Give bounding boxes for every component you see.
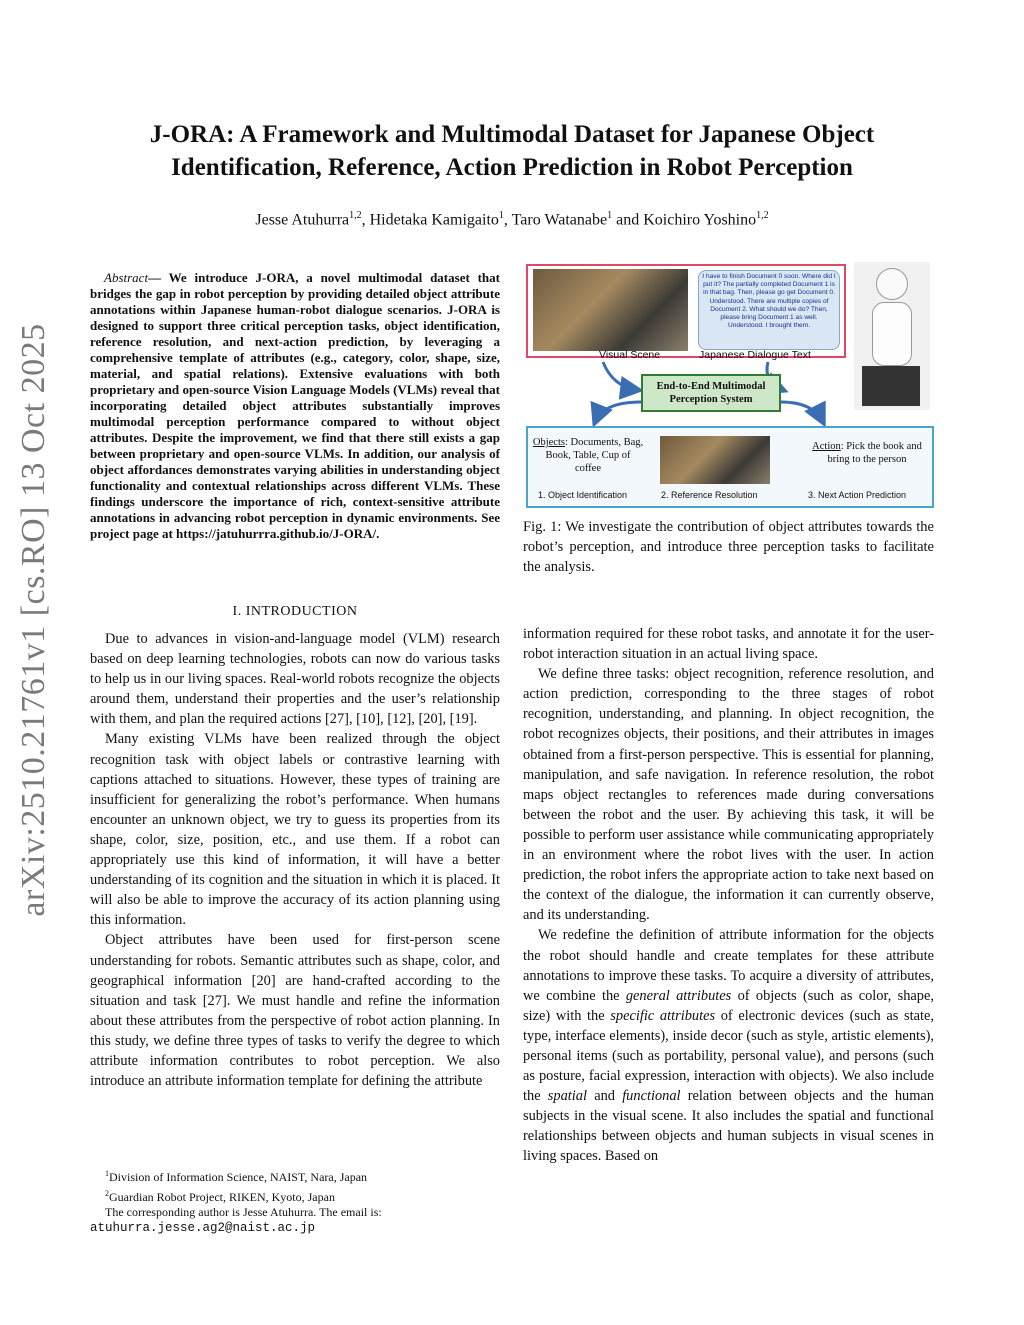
abstract xyxy=(90,270,500,542)
paragraph: Object attributes have been used for first-person scene understanding for robots. Semantic attributes such as shape, color, and geographical information [20] are hand-crafted according to the situation and task [27]. We must handle and refine the information about these attributes from the perspective of robot action planning. In this study, we define three types of tasks to verify the degree to which attribute information contributes to robot perception. We also introduce an attribute information template for defining the attribute xyxy=(90,932,500,1090)
author-separator: and xyxy=(612,211,644,229)
footnote-1: $^1$Division of Information Science, NAIST, Nara, Japan xyxy=(105,1169,368,1184)
abstract-text: — We introduce J-ORA, a novel multimodal dataset that bridges the gap in robot perception by providing detailed object attribute annotations within Japanese human-robot dialogue scenarios. J-ORA is designed to support three critical perception tasks, object identification, reference resolution, and next-action prediction, by leveraging a comprehensive template of attributes (e.g., category, color, shape, size, material, and spatial relations). Extensive evaluations with both proprietary and open-source Vision Language Models (VLMs) reveal that incorporating detailed object attributes substantially improves multimodal perception performance compared to without object attributes. Despite the improvement, we find that there still exists a gap between proprietary and open-source VLMs. In addition, our analysis of object affordances demonstrates varying abilities in understanding object functionality and contextual relationships across different VLMs. These findings underscore the importance of rich, context-sensitive attribute annotations in advancing robot perception in dynamic environments. See project page at https://jatuhurrra.github.io/J-ORA/. xyxy=(90,270,500,541)
paragraph: Due to advances in vision-and-language model (VLM) research based on deep learning technologies, robots can now do various tasks to help us in our living spaces. Real-world robots recognize the objects around them, understand their properties and the user’s relationship with them, and plan the required actions [27], [10], [12], [20], [19]. xyxy=(90,631,500,728)
author-email: atuhurra.jesse.ag2@naist.ac.jp xyxy=(90,1220,316,1235)
paragraph: We redefine the definition of attribute information for the objects the robot should handle and create templates for these attribute annotations to improve these tasks. To acquire a diversity of attributes, we combine the general attributes of objects (such as color, shape, size) with the specific attributes of electronic devices (such as state, type, interface elements), inside decor (such as style, artistic elements), personal items (such as portability, personal value), and persons (such as posture, facial expression, interaction with objects). We also include the spatial and functional relation between objects and the human subjects in the visual scene. It also includes the spatial and functional relationships between objects and human subjects in visual scenes in living spaces. Based on xyxy=(523,927,935,1165)
action-output: Action: Pick the book and bring to the person xyxy=(812,441,922,465)
tasks-panel xyxy=(526,426,934,508)
paragraph: We define three tasks: object recognition, reference resolution, and action prediction, corresponding to the three stages of robot recognition, understanding, and planning. In object recognition, the robot recognizes objects, their positions, and their attributes in images obtained from a first-person perspective. This is essential for planning, manipulation, and safe navigation. In reference resolution, the robot maps object rectangles to references made during conversations between the robot and the user. By achieving this task, it will be possible to perform user assistance while communicating appropriately in an environment where the robot lives with the user. In action prediction, the robot infers the appropriate action to take next based on the context of the dialogue, the information it can currently observe, and its understanding. xyxy=(523,666,934,924)
paragraph: information required for these robot tasks, and annotate it for the user-robot interaction situation in an actual living space. xyxy=(523,626,934,663)
left-column-body xyxy=(90,629,500,1091)
task-label-1: 1. Object Identification xyxy=(538,490,628,500)
author-affiliation: 1,2 xyxy=(756,210,769,221)
author-name: Hidetaka Kamigaito xyxy=(369,211,499,229)
arxiv-sidebar-stamp xyxy=(4,260,64,980)
author-affiliation: 1,2 xyxy=(349,210,362,221)
dialogue-label: Japanese Dialogue Text xyxy=(699,349,811,361)
footnote-2: $^2$Guardian Robot Project, RIKEN, Kyoto, Japan xyxy=(105,1188,335,1204)
perception-system-box: End-to-End Multimodal Perception System xyxy=(641,374,781,412)
author-separator: , xyxy=(361,211,370,229)
author-affiliation: 1 xyxy=(607,210,613,221)
author-name: Taro Watanabe xyxy=(511,211,608,229)
task-label-3: 3. Next Action Prediction xyxy=(808,490,907,500)
author-name: Koichiro Yoshino xyxy=(643,211,757,229)
section-heading-introduction: I. INTRODUCTION xyxy=(232,604,358,619)
reference-resolution-photo xyxy=(660,436,770,484)
paragraph: Many existing VLMs have been realized through the object recognition task with object labels or contrastive learning with captions attached to situations. However, these types of training are insufficient for generalizing the robot’s performance. When humans encounter an unknown object, we try to guess its properties from its shape, color, size, position, etc., and use them. If a robot can appropriately use this kind of information, it will have a better understanding of its cognition and the situation in which it is placed. It will also be able to improve the accuracy of its action planning using this information. xyxy=(90,731,500,929)
figure-1 xyxy=(523,262,935,510)
abstract-label: Abstract xyxy=(104,270,149,285)
arxiv-id: arXiv:2510.21761v1 [cs.RO] 13 Oct 2025 xyxy=(15,323,52,917)
footnotes xyxy=(90,1166,500,1236)
author-separator: , xyxy=(503,211,512,229)
footnote-3: The corresponding author is Jesse Atuhurra. The email is: xyxy=(105,1205,382,1219)
task-label-2: 2. Reference Resolution xyxy=(661,490,758,500)
author-name: Jesse Atuhurra xyxy=(255,211,350,229)
paper-title: J-ORA: A Framework and Multimodal Dataset for Japanese Object Identification, Reference, Action Prediction in Robot Perception xyxy=(149,121,875,181)
figure-caption: Fig. 1: We investigate the contribution of object attributes towards the robot’s perception, and introduce three perception tasks to facilitate the analysis. xyxy=(523,519,934,575)
visual-scene-label: Visual Scene xyxy=(599,349,661,361)
author-list xyxy=(80,210,944,229)
right-column-body xyxy=(523,624,934,1167)
author-affiliation: 1 xyxy=(498,210,504,221)
dialogue-bubble: I have to finish Document 0 soon. Where did I put it? The partially completed Document 1 is in that bag. Then, please go get Document 0. Understood. There are multiple copies of Document 2. What should we do? Then, please bring Document 1 as well. Understood. I brought them. xyxy=(698,270,840,350)
objects-output: Objects: Documents, Bag, Book, Table, Cup of coffee xyxy=(532,437,644,474)
